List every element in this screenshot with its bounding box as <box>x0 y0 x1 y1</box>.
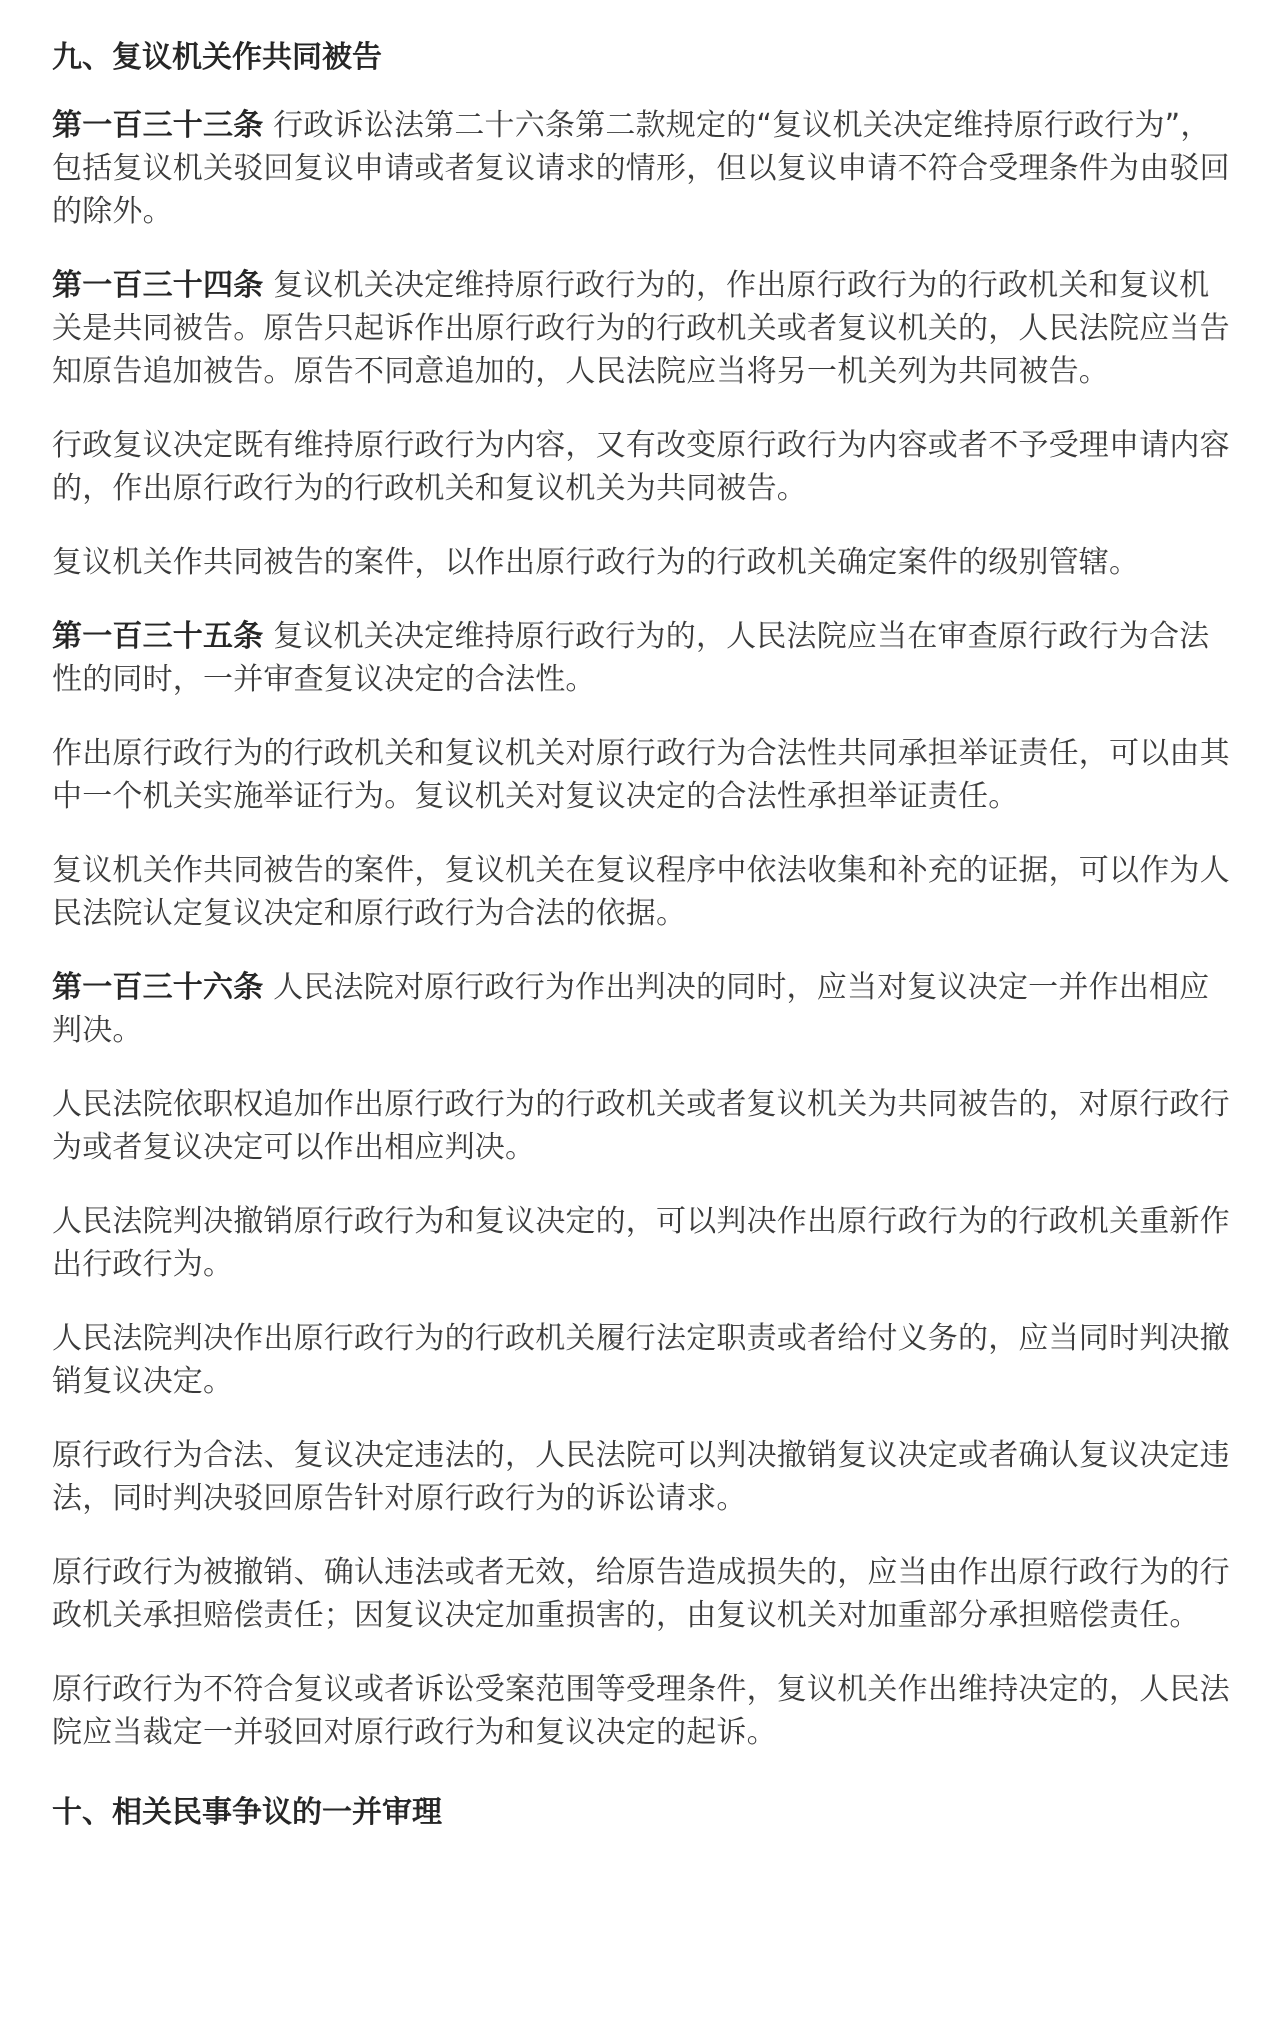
paragraph-text: 原行政行为合法、复议决定违法的，人民法院可以判决撤销复议决定或者确认复议决定违法，同时判决驳回原告针对原行政行为的诉讼请求。 <box>52 1438 1230 1516</box>
article-body <box>52 30 1232 1841</box>
paragraph <box>52 1551 1232 1637</box>
article-number: 第一百三十三条 <box>52 108 264 143</box>
article-number: 第一百三十六条 <box>52 970 264 1005</box>
paragraph-text: 人民法院判决作出原行政行为的行政机关履行法定职责或者给付义务的，应当同时判决撤销复议决定。 <box>52 1321 1230 1399</box>
paragraph-text: 行政复议决定既有维持原行政行为内容，又有改变原行政行为内容或者不予受理申请内容的，作出原行政行为的行政机关和复议机关为共同被告。 <box>52 428 1230 506</box>
paragraph-article-133 <box>52 104 1232 233</box>
paragraph <box>52 732 1232 818</box>
paragraph-text: 人民法院对原行政行为作出判决的同时，应当对复议决定一并作出相应判决。 <box>52 970 1210 1048</box>
paragraph <box>52 1434 1232 1520</box>
paragraph <box>52 1317 1232 1403</box>
paragraph-text: 复议机关决定维持原行政行为的，人民法院应当在审查原行政行为合法性的同时，一并审查复议决定的合法性。 <box>52 619 1210 697</box>
paragraph <box>52 849 1232 935</box>
paragraph-text: 复议机关作共同被告的案件，以作出原行政行为的行政机关确定案件的级别管辖。 <box>52 545 1140 580</box>
paragraph-text: 原行政行为被撤销、确认违法或者无效，给原告造成损失的，应当由作出原行政行为的行政机关承担赔偿责任；因复议决定加重损害的，由复议机关对加重部分承担赔偿责任。 <box>52 1555 1230 1633</box>
paragraph-article-135 <box>52 615 1232 701</box>
section-heading-next: 十、相关民事争议的一并审理 <box>52 1795 442 1830</box>
paragraph-text: 原行政行为不符合复议或者诉讼受案范围等受理条件，复议机关作出维持决定的，人民法院应当裁定一并驳回对原行政行为和复议决定的起诉。 <box>52 1672 1230 1750</box>
paragraph <box>52 541 1232 584</box>
article-number: 第一百三十五条 <box>52 619 264 654</box>
paragraph-text: 复议机关决定维持原行政行为的，作出原行政行为的行政机关和复议机关是共同被告。原告只起诉作出原行政行为的行政机关或者复议机关的，人民法院应当告知原告追加被告。原告不同意追加的，人民法院应当将另一机关列为共同被告。 <box>52 268 1230 389</box>
paragraph <box>52 1083 1232 1169</box>
paragraph <box>52 1668 1232 1754</box>
paragraph-text: 人民法院判决撤销原行政行为和复议决定的，可以判决作出原行政行为的行政机关重新作出行政行为。 <box>52 1204 1230 1282</box>
paragraph-text: 行政诉讼法第二十六条第二款规定的“复议机关决定维持原行政行为”，包括复议机关驳回复议申请或者复议请求的情形，但以复议申请不符合受理条件为由驳回的除外。 <box>52 108 1230 229</box>
paragraph-text: 复议机关作共同被告的案件，复议机关在复议程序中依法收集和补充的证据，可以作为人民法院认定复议决定和原行政行为合法的依据。 <box>52 853 1230 931</box>
paragraph <box>52 424 1232 510</box>
paragraph-article-134 <box>52 264 1232 393</box>
paragraph <box>52 1200 1232 1286</box>
paragraph-article-136 <box>52 966 1232 1052</box>
paragraph-text: 人民法院依职权追加作出原行政行为的行政机关或者复议机关为共同被告的，对原行政行为或者复议决定可以作出相应判决。 <box>52 1087 1230 1165</box>
article-number: 第一百三十四条 <box>52 268 264 303</box>
paragraph-text: 作出原行政行为的行政机关和复议机关对原行政行为合法性共同承担举证责任，可以由其中一个机关实施举证行为。复议机关对复议决定的合法性承担举证责任。 <box>52 736 1230 814</box>
section-heading: 九、复议机关作共同被告 <box>52 40 382 75</box>
